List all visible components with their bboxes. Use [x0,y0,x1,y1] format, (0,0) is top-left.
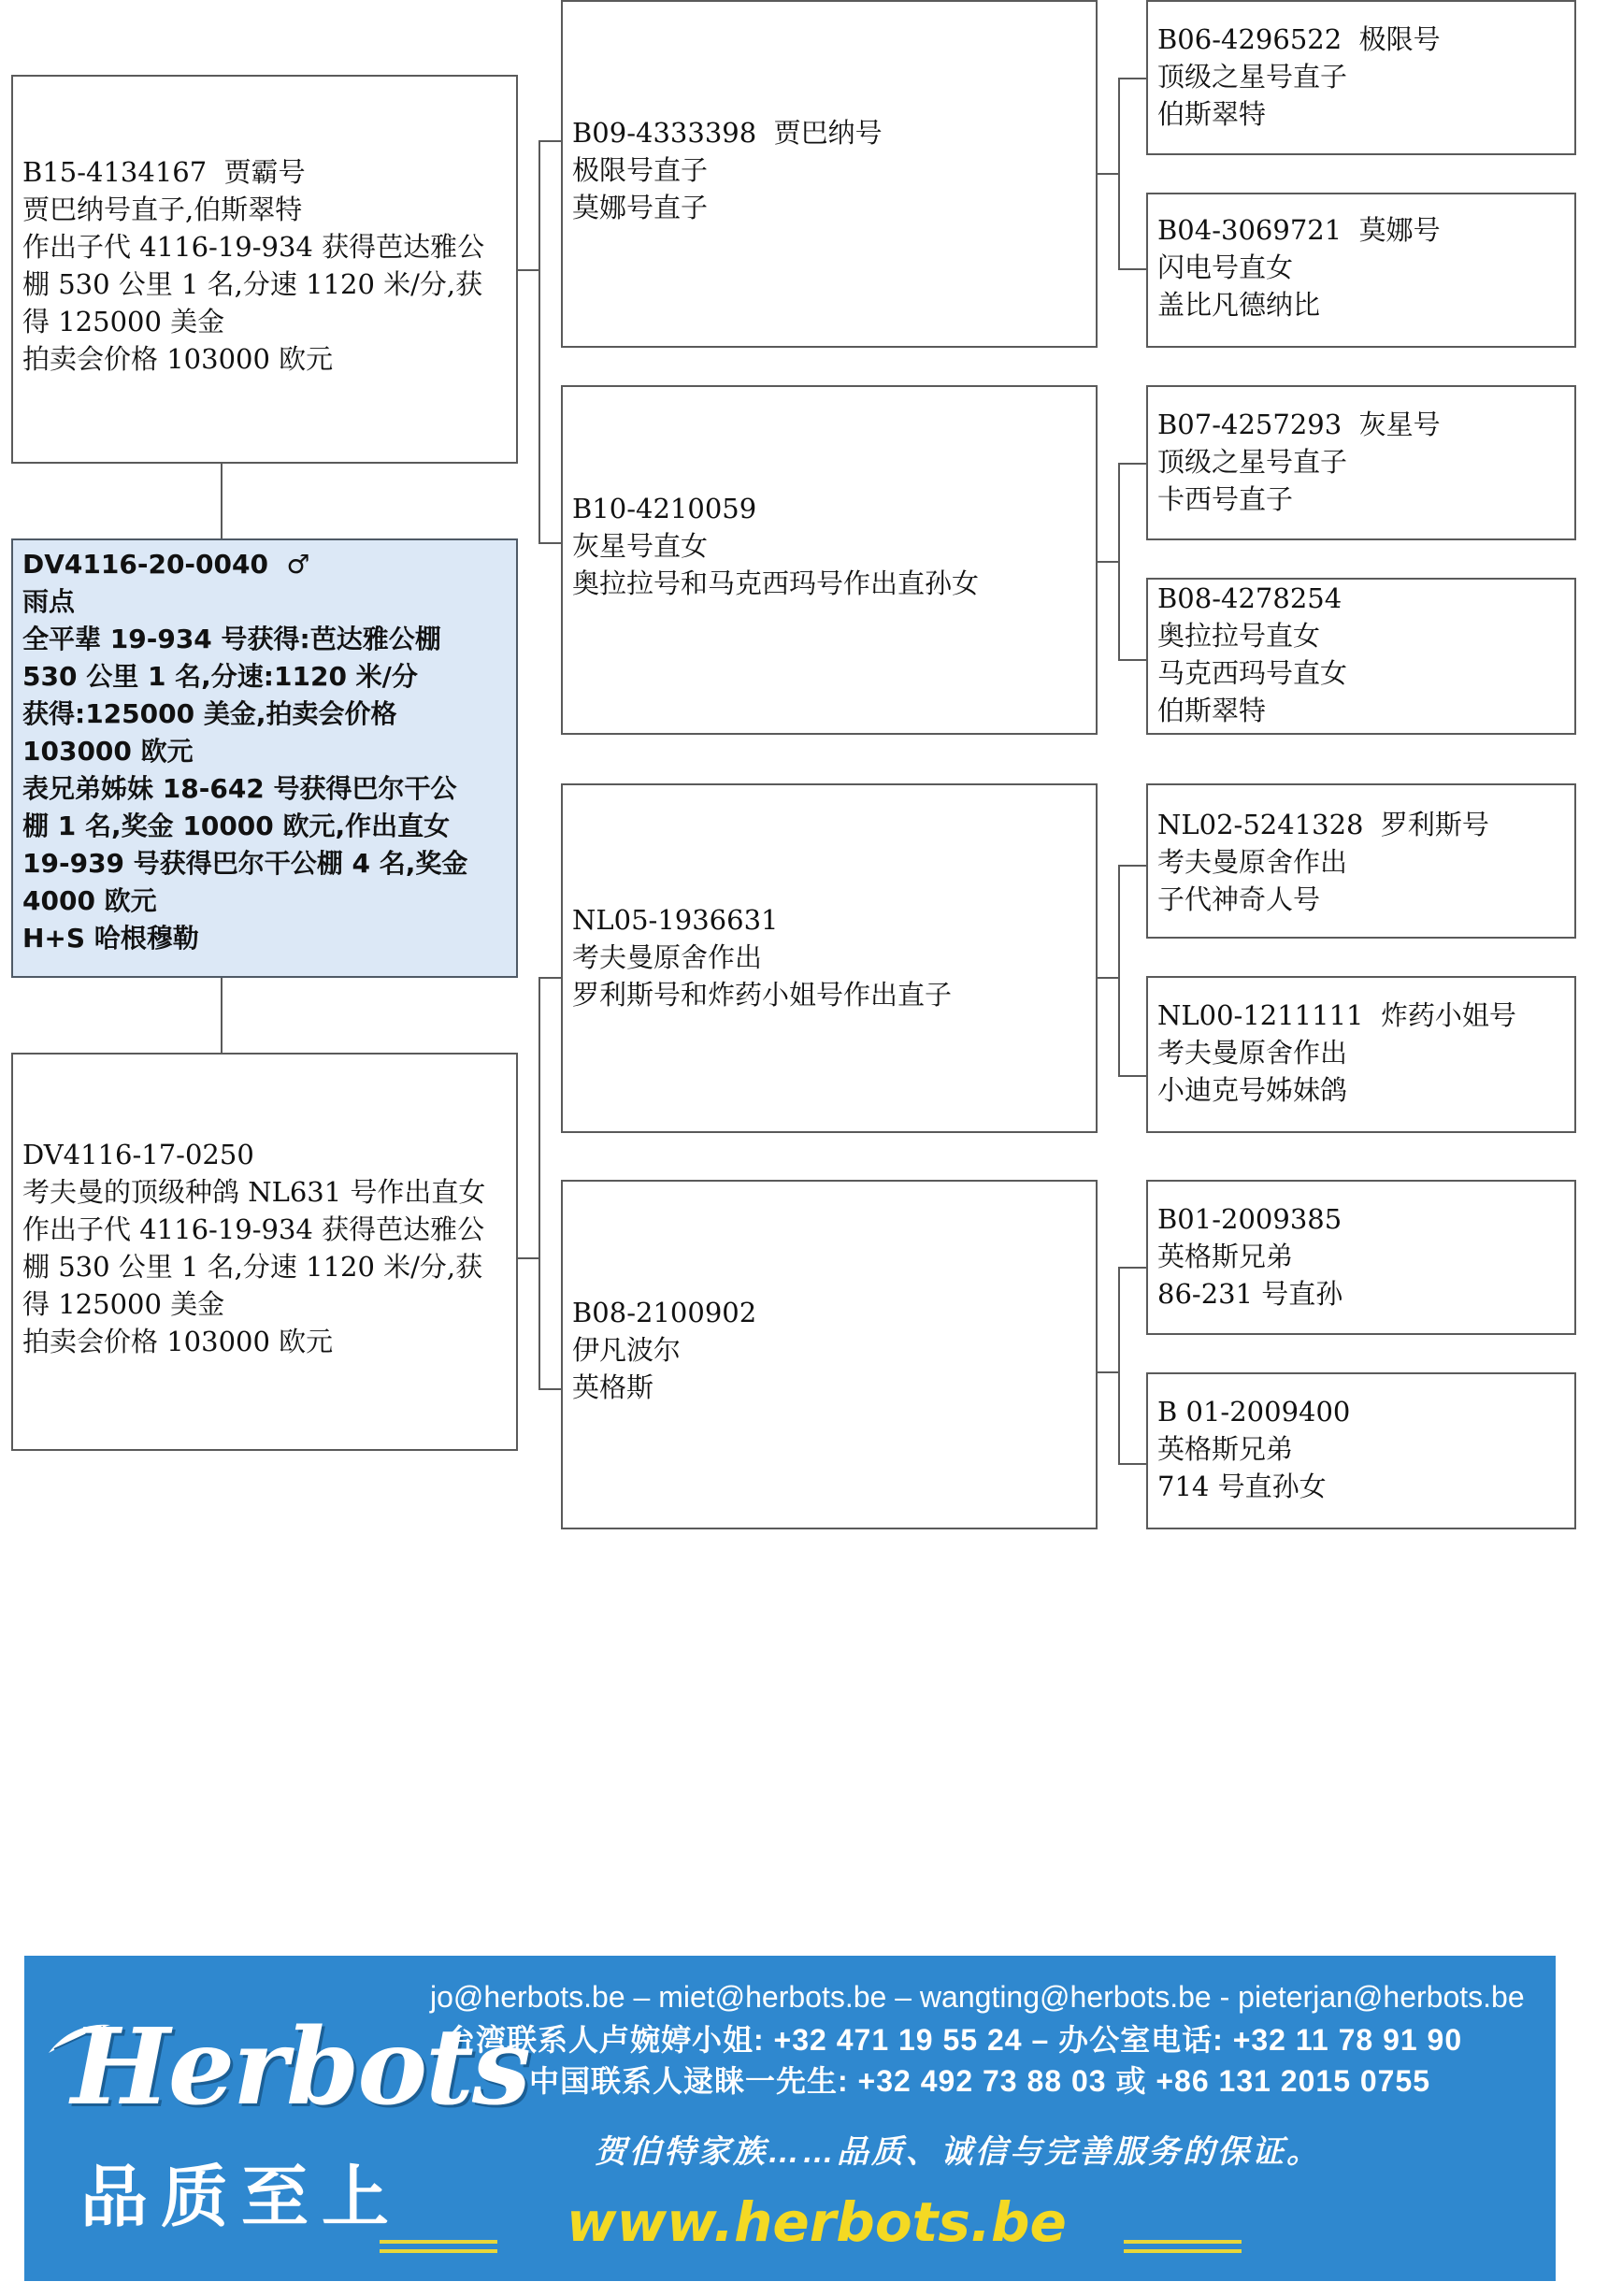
china-contact: 中国联系人逯睐一先生: +32 492 73 88 03 或 +86 131 2015 0755 [529,2064,1431,2098]
pedigree-line: 伊凡波尔 [572,1334,682,1366]
grandparent-card-8 [1146,1372,1576,1529]
grandparent-card-7 [1146,1180,1576,1335]
sire-dam-card [561,385,1098,735]
ring-number: DV4116-20-0040 ♂ [22,549,310,580]
motto: 贺伯特家族……品质、诚信与完善服务的保证。 [595,2134,1321,2170]
pedigree-line: 考夫曼的顶级种鸽 NL631 号作出直女 [22,1176,486,1208]
pedigree-line: 4000 欧元 [22,885,157,916]
contact-banner [24,1956,1556,2281]
pedigree-line: 卡西号直子 [1157,483,1294,515]
grandparent-card-3 [1146,385,1576,540]
slogan: 品质至上 [80,2158,403,2236]
pedigree-line: 英格斯兄弟 [1157,1241,1294,1272]
connector [1118,865,1120,1075]
pedigree-line: 伯斯翠特 [1157,98,1267,130]
connector [1118,268,1148,270]
pedigree-line: 拍卖会价格 103000 欧元 [22,343,334,375]
pedigree-line: 考夫曼原舍作出 [572,941,763,973]
connector [1118,1075,1148,1077]
subject-card [11,538,518,978]
pedigree-line: 棚 530 公里 1 名,分速 1120 米/分,获 [22,268,483,300]
divider [1124,2249,1242,2253]
connector [516,1257,538,1259]
pedigree-line: H+S 哈根穆勒 [22,923,199,954]
ring-number: B15-4134167 贾霸号 [22,156,306,188]
grandparent-card-1 [1146,0,1576,155]
brand-logo: Herbots [71,2006,529,2129]
dam-dam-card [561,1180,1098,1529]
connector [538,977,561,979]
pedigree-line: 英格斯兄弟 [1157,1433,1294,1465]
email-list: jo@herbots.be – miet@herbots.be – wangting@herbots.be - pieterjan@herbots.be [430,1980,1525,2014]
pedigree-line: 伯斯翠特 [1157,695,1267,726]
divider [380,2240,497,2244]
ring-number: B06-4296522 极限号 [1157,23,1441,55]
pedigree-line: 得 125000 美金 [22,306,225,337]
dam-card [11,1053,518,1451]
pedigree-line: 全平辈 19-934 号获得:芭达雅公棚 [22,624,441,654]
ring-number: B08-4278254 [1157,582,1342,614]
pedigree-line: 莫娜号直子 [572,192,709,223]
connector [1118,865,1148,867]
ring-number: B07-4257293 灰星号 [1157,409,1441,440]
connector [538,977,540,1388]
grandparent-card-2 [1146,193,1576,348]
ring-number: B04-3069721 莫娜号 [1157,214,1441,246]
ring-number: DV4116-17-0250 [22,1139,254,1170]
connector [538,140,540,542]
pedigree-line: 子代神奇人号 [1157,883,1321,915]
pedigree-line: 作出子代 4116-19-934 获得芭达雅公 [22,231,485,263]
ring-number: NL05-1936631 [572,904,779,936]
pedigree-line: 考夫曼原舍作出 [1157,1037,1348,1069]
connector [1096,977,1118,979]
connector [538,542,561,544]
grandparent-card-6 [1146,976,1576,1133]
ring-number: B08-2100902 [572,1297,757,1328]
grandparent-card-5 [1146,783,1576,939]
ring-number: B 01-2009400 [1157,1396,1351,1428]
connector [1118,78,1148,79]
connector [1118,78,1120,268]
connector [538,140,561,142]
ring-number: B10-4210059 [572,493,757,524]
pedigree-line: 顶级之星号直子 [1157,446,1348,478]
connector [1118,1267,1120,1463]
pedigree-line: 贾巴纳号直子,伯斯翠特 [22,194,303,225]
ring-number: NL02-5241328 罗利斯号 [1157,809,1489,840]
connector [1118,1267,1148,1269]
connector [1118,1463,1148,1465]
pedigree-line: 灰星号直女 [572,530,709,562]
pedigree-line: 极限号直子 [572,154,709,186]
pedigree-line: 雨点 [22,586,76,617]
website-link[interactable]: www.herbots.be [567,2190,1067,2254]
connector [1118,463,1120,659]
pedigree-line: 马克西玛号直女 [1157,657,1348,689]
dam-sire-card [561,783,1098,1133]
ring-number: NL00-1211111 炸药小姐号 [1157,999,1516,1031]
pedigree-line: 闪电号直女 [1157,251,1294,283]
pedigree-line: 获得:125000 美金,拍卖会价格 [22,698,397,729]
pedigree-line: 530 公里 1 名,分速:1120 米/分 [22,661,418,692]
pedigree-line: 罗利斯号和炸药小姐号作出直子 [572,979,953,1011]
pedigree-line: 拍卖会价格 103000 欧元 [22,1326,334,1357]
connector [1096,561,1118,563]
pedigree-line: 奥拉拉号和马克西玛号作出直孙女 [572,567,980,599]
pedigree-line: 英格斯 [572,1371,654,1403]
sire-card [11,75,518,464]
grandparent-card-4 [1146,578,1576,735]
divider [1124,2240,1242,2244]
connector [1118,659,1148,661]
pedigree-line: 考夫曼原舍作出 [1157,846,1348,878]
connector [1096,173,1118,175]
taiwan-contact: 台湾联系人卢婉婷小姐: +32 471 19 55 24 – 办公室电话: +32 11 78 91 90 [445,2023,1463,2057]
pedigree-line: 盖比凡德纳比 [1157,289,1321,321]
pedigree-line: 小迪克号姊妹鸽 [1157,1074,1348,1106]
ring-number: B01-2009385 [1157,1203,1342,1235]
pedigree-line: 作出子代 4116-19-934 获得芭达雅公 [22,1213,485,1245]
connector [516,269,538,271]
pedigree-line: 19-939 号获得巴尔干公棚 4 名,奖金 [22,848,468,879]
sire-sire-card [561,0,1098,348]
pedigree-line: 得 125000 美金 [22,1288,225,1320]
pedigree-line: 棚 530 公里 1 名,分速 1120 米/分,获 [22,1251,483,1283]
connector [538,1388,561,1390]
connector [221,464,223,538]
connector [1118,463,1148,465]
pedigree-line: 奥拉拉号直女 [1157,620,1321,652]
pedigree-line: 表兄弟姊妹 18-642 号获得巴尔干公 [22,773,457,804]
pedigree-line: 103000 欧元 [22,736,194,767]
ring-number: B09-4333398 贾巴纳号 [572,117,883,149]
divider [380,2249,497,2253]
pedigree-line: 顶级之星号直子 [1157,61,1348,93]
pedigree-line: 86-231 号直孙 [1157,1278,1343,1310]
connector [1096,1371,1118,1373]
connector [221,978,223,1053]
pedigree-line: 714 号直孙女 [1157,1471,1327,1502]
pedigree-line: 棚 1 名,奖金 10000 欧元,作出直女 [22,811,451,841]
